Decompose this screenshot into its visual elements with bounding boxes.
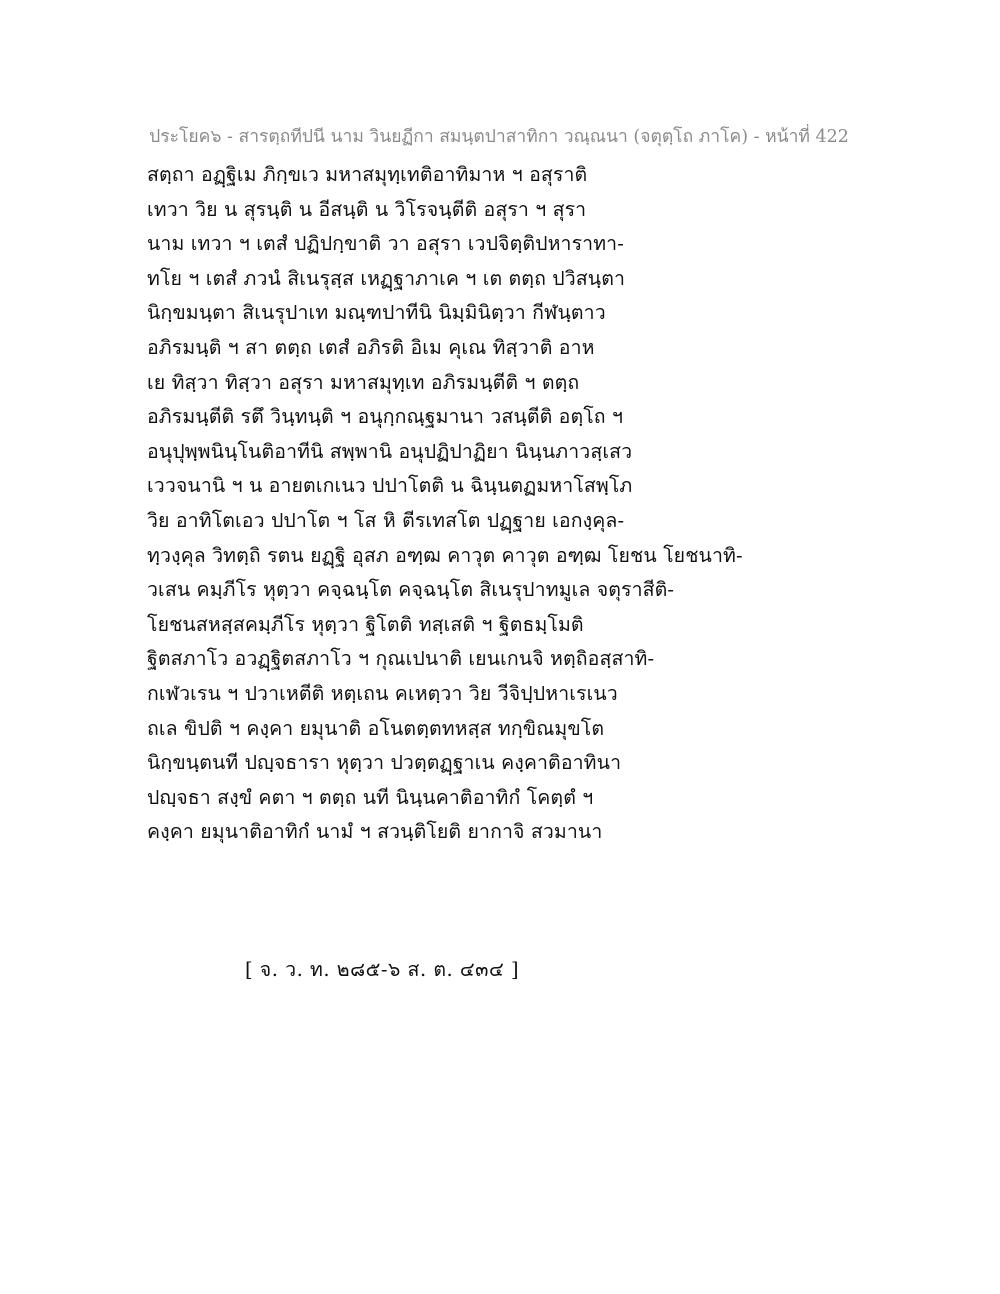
text-line: อภิรมนฺตีติ รตึ วินฺทนฺติ ฯ อนุกฺกณฺฐมานา วสนฺตีติ อตฺโถ ฯ (147, 405, 624, 429)
text-line: เทวา วิย น สุรนฺติ น อีสนฺติ น วิโรจนฺตีติ อสุรา ฯ สุรา (147, 197, 587, 221)
body-text (147, 158, 867, 850)
page-header (0, 124, 1000, 150)
text-line: คงฺคา ยมุนาติอาทิกํ นามํ ฯ สวนฺติโยติ ยากาจิ สวมานา (147, 820, 603, 844)
text-line: วเสน คมฺภีโร หุตฺวา คจฺฉนฺโต คจฺฉนฺโต สิเนรุปาทมูเล จตุราสีติ- (147, 578, 675, 602)
text-line: วิย อาทิโตเอว ปปาโต ฯ โส หิ ตีรเทสโต ปฏฺฐาย เอกงฺคุล- (147, 508, 625, 532)
text-line: เววจนานิ ฯ น อายตเกเนว ปปาโตติ น ฉินฺนตฏมหาโสพฺโภ (147, 474, 633, 498)
text-line: นาม เทวา ฯ เตสํ ปฏิปกฺขาติ วา อสุรา เวปจิตฺติปหาราทา- (147, 232, 624, 256)
text-line: ฐิตสภาโว อวฏฺฐิตสภาโว ฯ กุณเปนาติ เยนเกนจิ หตฺถิอสฺสาทิ- (147, 647, 655, 671)
text-line: อภิรมนฺติ ฯ สา ตตฺถ เตสํ อภิรติ อิเม คุเณ ทิสฺวาติ อาห (147, 335, 595, 359)
text-line: เย ทิสฺวา ทิสฺวา อสุรา มหาสมุทฺเท อภิรมนฺตีติ ฯ ตตฺถ (147, 370, 580, 394)
text-line: ทฺวงฺคุล วิทตฺถิ รตน ยฏฺฐิ อุสภ อฑฺฒ คาวุต คาวุต อฑฺฒ โยชน โยชนาทิ- (147, 543, 743, 567)
reference-citation: [ จ. ว. ท. ๒๘๕-๖ ส. ต. ๔๓๔ ] (245, 958, 520, 981)
text-line: นิกฺขนฺตนที ปญฺจธารา หุตฺวา ปวตฺตฏฺฐาเน คงฺคาติอาทินา (147, 751, 622, 775)
text-line: กเฬวเรน ฯ ปวาเหตีติ หตฺเถน คเหตฺวา วิย วีจิปฺปหาเรเนว (147, 681, 618, 705)
text-line: สตฺถา อฏฺฐิเม ภิกฺขเว มหาสมุทฺเทติอาทิมาห ฯ อสุราติ (147, 163, 588, 186)
text-line: นิกฺขมนฺตา สิเนรุปาเท มณฺฑปาทีนิ นิมฺมินิตฺวา กีฬนฺตาว (147, 301, 606, 325)
text-line: ทโย ฯ เตสํ ภวนํ สิเนรุสฺส เหฏฺฐาภาเค ฯ เต ตตฺถ ปวิสนฺตา (147, 266, 626, 290)
text-line: ถเล ขิปติ ฯ คงฺคา ยมุนาติ อโนตตฺตทหสฺส ทกฺขิณมุขโต (147, 716, 605, 740)
text-line: อนุปุพฺพนินฺโนติอาทีนิ สพฺพานิ อนุปฏิปาฏิยา นินฺนภาวสฺเสว (147, 439, 633, 463)
text-line: ปญฺจธา สงฺขํ คตา ฯ ตตฺถ นที นินฺนคาติอาทิกํ โคตฺตํ ฯ (147, 785, 594, 809)
text-line: โยชนสหสฺสคมฺภีโร หุตฺวา ฐิโตติ ทสฺเสติ ฯ ฐิตธมฺโมติ (147, 612, 584, 636)
page-header-text: ประโยค๖ - สารตฺถทีปนี นาม วินยฏีกา สมนฺตปาสาทิกา วณฺณนา (จตุตฺโถ ภาโค) - หน้าที่ 422 (149, 127, 849, 147)
